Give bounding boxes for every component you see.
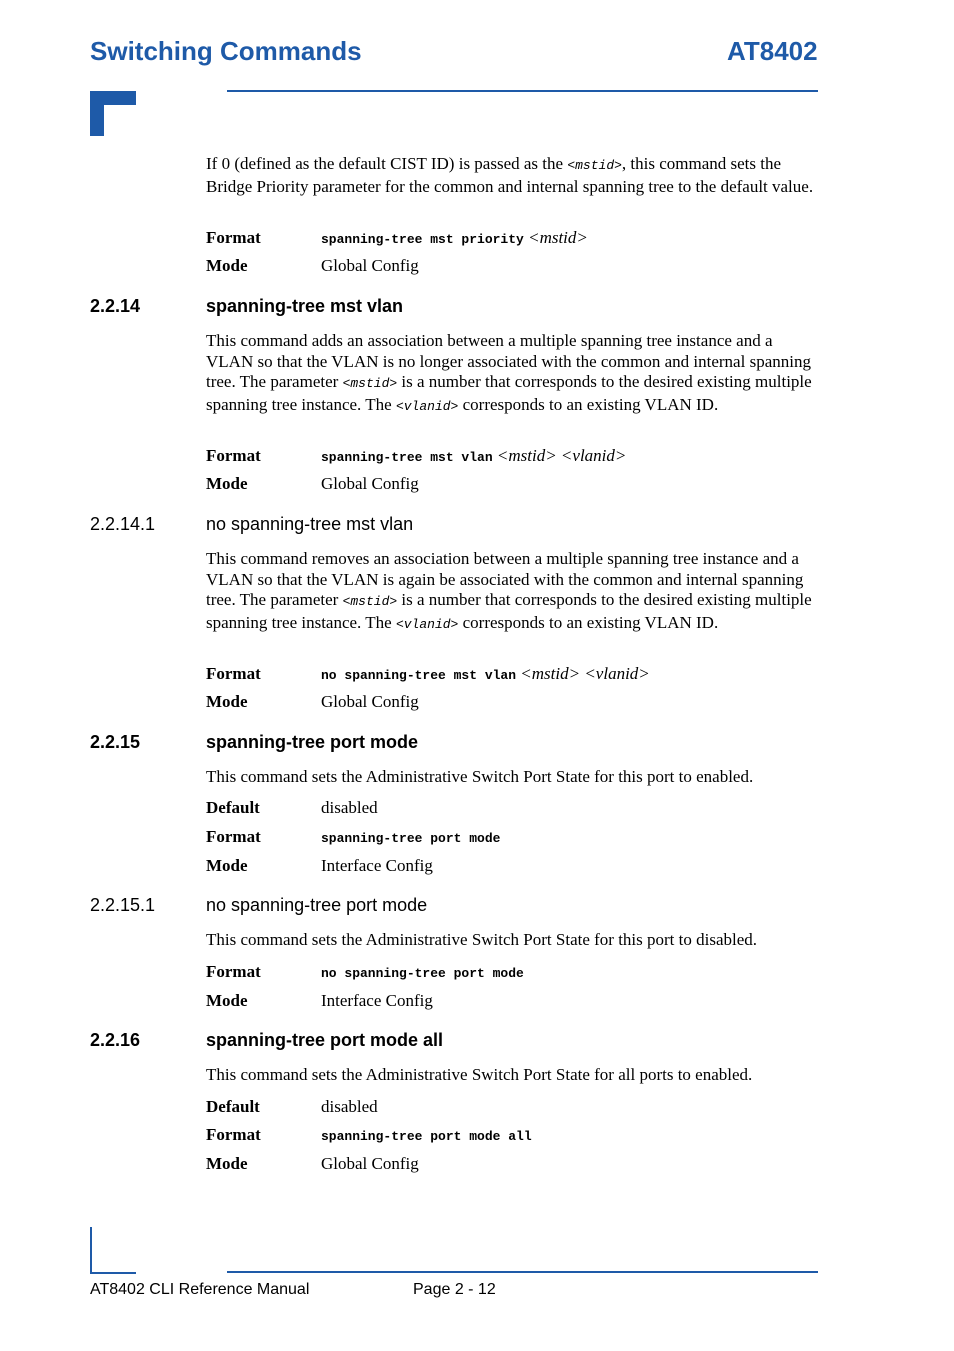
format-label: Format xyxy=(206,962,261,981)
product-name: AT8402 xyxy=(727,36,818,66)
format-value: spanning-tree mst vlan <mstid> <vlanid> xyxy=(321,446,627,465)
mode-label: Mode xyxy=(206,856,248,875)
default-value: disabled xyxy=(321,798,378,817)
format-label: Format xyxy=(206,664,261,683)
bottom-corner-mark xyxy=(90,1227,136,1274)
footer-rule xyxy=(227,1271,818,1273)
default-value: disabled xyxy=(321,1097,378,1116)
format-label: Format xyxy=(206,1125,261,1144)
header-rule xyxy=(227,90,818,92)
intro-paragraph: If 0 (defined as the default CIST ID) is passed as the <mstid>, this command sets the Bridge Priority parameter for the common and internal spanning tree to the default value. xyxy=(206,154,814,196)
section-2-2-16-paragraph: This command sets the Administrative Switch Port State for all ports to enabled. xyxy=(206,1065,753,1084)
mode-label: Mode xyxy=(206,256,248,275)
mode-value: Global Config xyxy=(321,256,419,275)
mode-label: Mode xyxy=(206,692,248,711)
section-2-2-14-1-paragraph: This command removes an association between a multiple spanning tree instance and a VLAN so that the VLAN is again be associated with the common and internal spanning tree. The parameter <mstid> is a number that corresponds to the desired existing multiple spanning tree instance. The <vlanid> corresponds to an existing VLAN ID. xyxy=(206,549,812,633)
mode-value: Global Config xyxy=(321,1154,419,1173)
format-value: no spanning-tree port mode xyxy=(321,966,524,981)
manual-title: AT8402 CLI Reference Manual xyxy=(90,1281,310,1298)
default-label: Default xyxy=(206,1097,260,1116)
chapter-title: Switching Commands xyxy=(90,36,362,66)
format-label: Format xyxy=(206,827,261,846)
mode-label: Mode xyxy=(206,1154,248,1173)
page-number: Page 2 - 12 xyxy=(413,1281,496,1298)
format-value: spanning-tree port mode all xyxy=(321,1129,532,1144)
section-2-2-15-1-paragraph: This command sets the Administrative Switch Port State for this port to disabled. xyxy=(206,930,758,949)
mode-value: Interface Config xyxy=(321,991,433,1010)
section-2-2-14-paragraph: This command adds an association between a multiple spanning tree instance and a VLAN so that the VLAN is no longer associated with the common and internal spanning tree. The parameter <mstid> is a number that corresponds to the desired existing multiple spanning tree instance. The <vlanid> corresponds to an existing VLAN ID. xyxy=(206,331,812,415)
format-value: spanning-tree mst priority <mstid> xyxy=(321,228,588,247)
mode-value: Global Config xyxy=(321,692,419,711)
top-corner-mark xyxy=(90,91,136,136)
mode-label: Mode xyxy=(206,991,248,1010)
section-2-2-15-paragraph: This command sets the Administrative Switch Port State for this port to enabled. xyxy=(206,767,754,786)
default-label: Default xyxy=(206,798,260,817)
mode-value: Global Config xyxy=(321,474,419,493)
format-value: spanning-tree port mode xyxy=(321,831,501,846)
mode-value: Interface Config xyxy=(321,856,433,875)
format-label: Format xyxy=(206,446,261,465)
mode-label: Mode xyxy=(206,474,248,493)
format-value: no spanning-tree mst vlan <mstid> <vlanid> xyxy=(321,664,650,683)
format-label: Format xyxy=(206,228,261,247)
